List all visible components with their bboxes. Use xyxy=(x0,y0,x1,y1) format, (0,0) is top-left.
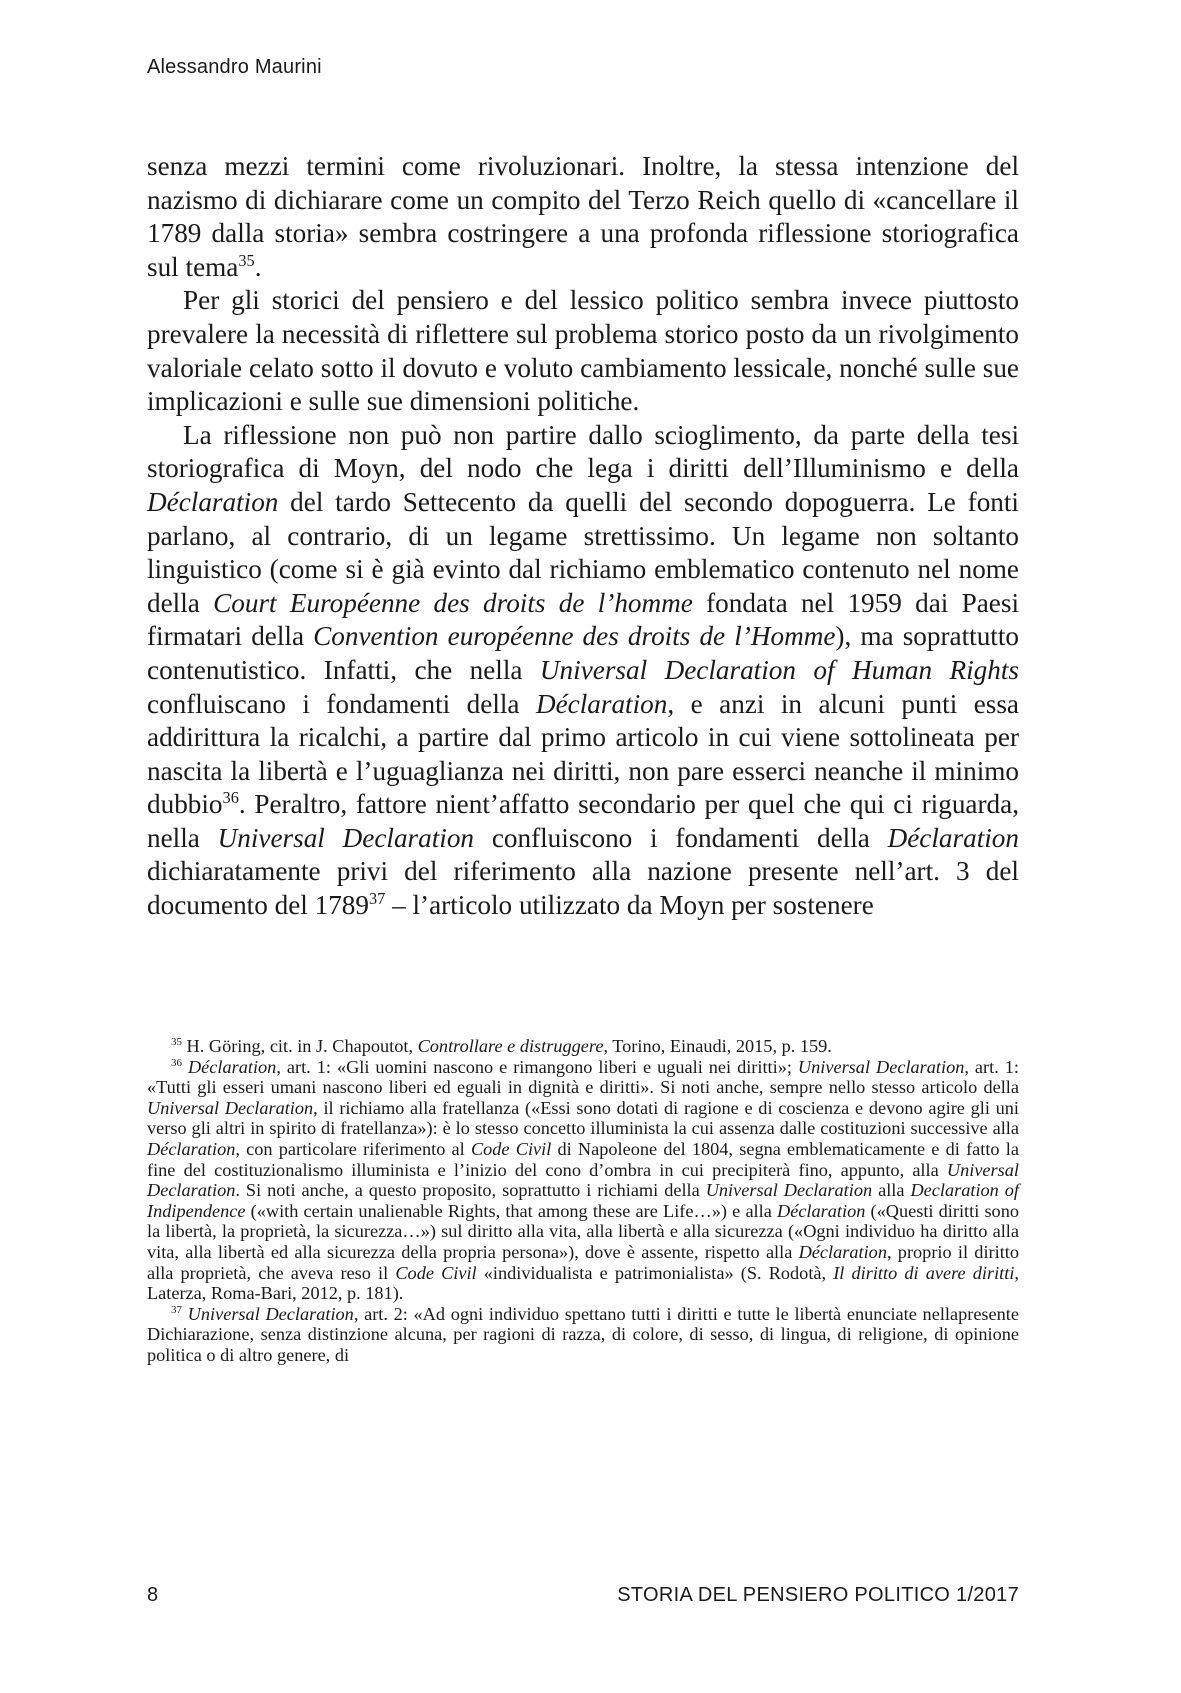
footnote-ref-37[interactable]: 37 xyxy=(369,889,386,908)
italic-run: Universal Declaration xyxy=(147,1159,1019,1201)
italic-run: Déclaration xyxy=(187,1056,277,1077)
footnote-37 xyxy=(147,1304,1019,1366)
text-run: ), ma soprattutto contenutistico. Infatti, che nella xyxy=(147,621,1019,685)
text-run: confluiscano i fondamenti della xyxy=(147,688,536,719)
footnotes xyxy=(147,1036,1019,1366)
text-run: La riflessione non può non partire dallo scioglimento, da parte della tesi storiografica di Moyn, del nodo che lega i diritti dell’Illuminismo e della xyxy=(147,419,1019,484)
footnote-ref-35[interactable]: 35 xyxy=(238,250,255,270)
italic-run: Déclaration xyxy=(777,1200,866,1221)
italic-run: Universal Declaration xyxy=(147,1097,314,1118)
italic-run: Déclaration xyxy=(798,1241,887,1262)
text-run: alla xyxy=(872,1180,911,1201)
footnote-number: 35 xyxy=(171,1035,182,1048)
italic-run: Déclaration xyxy=(535,688,668,719)
italic-run: Declaration of Indipendence xyxy=(147,1180,1020,1221)
text-run: del tardo Settecento da quelli del secondo dopoguerra. Le fonti parlano, al contrario, di un legame strettissimo. Un legame non soltanto linguistico (come si è già evinto dal richiamo emblematico contenuto nel nome della xyxy=(147,486,1019,618)
text-run: , art. 2: «Ad ogni individuo spettano tutti i diritti e tutte le libertà enunciate nellapresente Dichiarazione, senza distinzione alcuna, per ragioni di razza, di colore, di sesso, di lingua, di religione, di opinione politica o di altro genere, di xyxy=(147,1303,1019,1365)
italic-run: Convention européenne des droits de l’Homme xyxy=(313,621,836,652)
italic-run: Déclaration xyxy=(887,822,1019,853)
italic-run: Universal Declaration xyxy=(797,1056,965,1077)
text-run: – l’articolo utilizzato da Moyn per sostenere xyxy=(385,890,874,921)
text-run: («with certain unalienable Rights, that among these are Life…») e alla xyxy=(245,1200,777,1221)
italic-run: Universal Declaration xyxy=(217,822,475,853)
text-run: , e anzi in alcuni punti essa addirittura la ricalchi, a partire dal primo articolo in cui viene sottolineata per nascita la libertà e l’uguaglianza nei diritti, non pare esserci neanche il minimo dubbio xyxy=(147,688,1019,820)
paragraph-1 xyxy=(147,150,1019,284)
paragraph-2 xyxy=(147,284,1019,418)
italic-run: Universal Declaration xyxy=(705,1180,873,1201)
text-run: , il richiamo alla fratellanza («Essi sono dotati di ragione e di coscienza e devono agire gli uni verso gli altri in spirito di fratellanza»): è lo stesso concetto illuminista la cui assenza dalle costituzioni successive alla xyxy=(147,1097,1020,1139)
text-run: . Si noti anche, a questo proposito, soprattutto i richiami della xyxy=(235,1180,706,1201)
footnote-number: 37 xyxy=(171,1303,182,1316)
text-run: Per gli storici del pensiero e del lessico politico sembra invece piuttosto prevalere la necessità di riflettere sul problema storico posto da un rivolgimento valoriale celato sotto il dovuto e voluto cambiamento lessicale, nonché sulle sue implicazioni e sulle sue dimensioni politiche. xyxy=(147,285,1019,417)
italic-run: Déclaration xyxy=(147,1138,236,1159)
italic-run: Universal Declaration xyxy=(187,1303,354,1324)
text-run: dichiaratamente privi del riferimento alla nazione presente nell’art. 3 del documento del 1789 xyxy=(147,856,1019,921)
text-run: H. Göring, cit. in J. Chapoutot, xyxy=(181,1036,418,1056)
text-run: , con particolare riferimento al xyxy=(235,1138,471,1159)
italic-run: Code Civil xyxy=(395,1262,477,1283)
footnote-number: 36 xyxy=(171,1056,182,1069)
italic-run: Controllare e distruggere xyxy=(417,1036,604,1056)
body-text xyxy=(147,150,1019,923)
page-number: 8 xyxy=(147,1584,159,1606)
journal-title-footer: STORIA DEL PENSIERO POLITICO 1/2017 xyxy=(617,1584,1019,1606)
text-run: , Laterza, Roma-Bari, 2012, p. 181). xyxy=(147,1262,1019,1304)
footnote-36 xyxy=(147,1057,1019,1304)
italic-run: Code Civil xyxy=(470,1138,552,1159)
paragraph-3 xyxy=(147,419,1019,923)
text-run: . Peraltro, fattore nient’affatto secondario per quel che qui ci riguarda, nella xyxy=(147,789,1019,853)
italic-run: Déclaration xyxy=(147,486,279,517)
italic-run: Universal Declaration of Human Rights xyxy=(539,654,1019,685)
italic-run: Il diritto di avere diritti xyxy=(833,1262,1015,1283)
text-run: , art. 1: «Tutti gli esseri umani nascono liberi ed eguali in dignità e diritti». Si noti anche, sempre nello stesso articolo della xyxy=(147,1056,1019,1098)
italic-run: Court Européenne des droits de l’homme xyxy=(213,587,693,618)
running-head-author: Alessandro Maurini xyxy=(147,56,322,78)
text-run: , Torino, Einaudi, 2015, p. 159. xyxy=(603,1036,832,1056)
text-run: , proprio il diritto alla proprietà, che aveva reso il xyxy=(147,1241,1019,1283)
text-run: «individualista e patrimonialista» (S. Rodotà, xyxy=(476,1262,834,1283)
text-run: («Questi diritti sono la libertà, la proprietà, la sicurezza…») sul diritto alla vita, alla libertà e alla sicurezza («Ogni individuo ha diritto alla vita, alla libertà ed alla sicurezza della propria persona»), dove è assente, rispetto alla xyxy=(147,1200,1019,1262)
text-run: , art. 1: «Gli uomini nascono e rimangono liberi e uguali nei diritti»; xyxy=(276,1056,798,1077)
footnote-35 xyxy=(147,1036,1019,1057)
text-run: . xyxy=(254,251,262,282)
text-run: confluiscono i fondamenti della xyxy=(474,822,888,853)
text-run: di Napoleone del 1804, segna emblematicamente e di fatto la fine del costituzionalismo illuminista e l’inizio del cono d’ombra in cui precipiterà fino, appunto, alla xyxy=(147,1138,1019,1180)
text-run: fondata nel 1959 dai Paesi firmatari della xyxy=(147,587,1019,652)
text-run: senza mezzi termini come rivoluzionari. Inoltre, la stessa intenzione del nazismo di dichiarare come un compito del Terzo Reich quello di «cancellare il 1789 dalla storia» sembra costringere a una profonda riflessione storiografica sul tema xyxy=(147,151,1019,282)
footnote-ref-36[interactable]: 36 xyxy=(222,788,239,808)
